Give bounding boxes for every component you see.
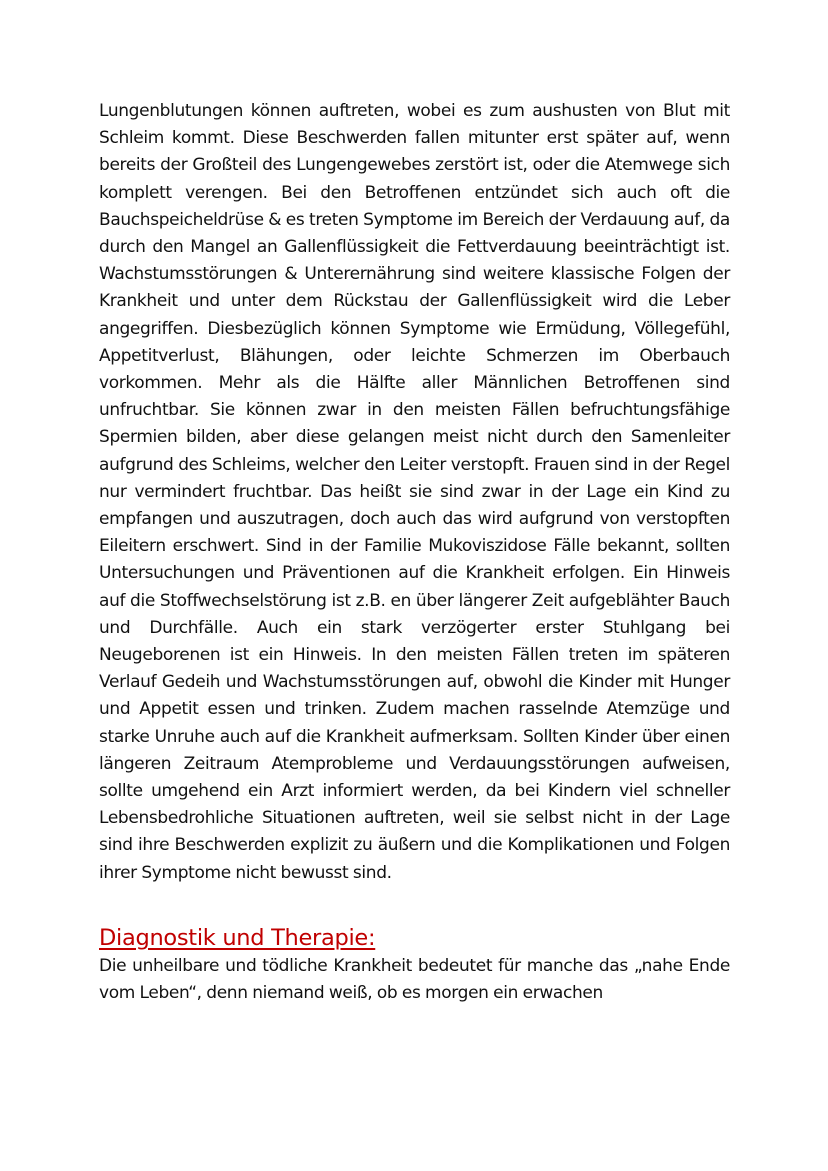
body-paragraph: Lungenblutungen können auftreten, wobei es zum aushusten von Blut mit Schleim kommt. Diese Beschwerden fallen mitunter erst später auf, wenn bereits der Großteil des Lungengewebes zerstört ist, oder die Atemwege sich komplett verengen. Bei den Betroffenen entzündet sich auch oft die Bauchspeicheldrüse & es treten Symptome im Bereich der Verdauung auf, da durch den Mangel an Gallenflüssigkeit die Fettverdauung beeinträchtigt ist. Wachstumsstörungen & Unterernährung sind weitere klassische Folgen der Krankheit und unter dem Rückstau der Gallenflüssigkeit wird die Leber angegriffen. Diesbezüglich können Symptome wie Ermüdung, Völlegefühl, Appetitverlust, Blähungen, oder leichte Schmerzen im Oberbauch vorkommen. Mehr als die Hälfte aller Männlichen Betroffenen sind unfruchtbar. Sie können zwar in den meisten Fällen befruchtungsfähige Spermien bilden, aber diese gelangen meist nicht durch den Samenleiter aufgrund des Schleims, welcher den Leiter verstopft. Frauen sind in der Regel nur vermindert fruchtbar. Das heißt sie sind zwar in der Lage ein Kind zu empfangen und auszutragen, doch auch das wird aufgrund von verstopften Eileitern erschwert. Sind in der Familie Mukoviszidose Fälle bekannt, sollten Untersuchungen und Präventionen auf die Krankheit erfolgen. Ein Hinweis auf die Stoffwechselstörung ist z.B. en über längerer Zeit aufgeblähter Bauch und Durchfälle. Auch ein stark verzögerter erster Stuhlgang bei Neugeborenen ist ein Hinweis. In den meisten Fällen treten im späteren Verlauf Gedeih und Wachstumsstörungen auf, obwohl die Kinder mit Hunger und Appetit essen und trinken. Zudem machen rasselnde Atemzüge und starke Unruhe auch auf die Krankheit aufmerksam. Sollten Kinder über einen längeren Zeitraum Atemprobleme und Verdauungsstörungen aufweisen, sollte umgehend ein Arzt informiert werden, da bei Kindern viel schneller Lebensbedrohliche Situationen auftreten, weil sie selbst nicht in der Lage sind ihre Beschwerden explizit zu äußern und die Komplikationen und Folgen ihrer Symptome nicht bewusst sind. xyxy=(99,101,730,883)
body-paragraph: Die unheilbare und tödliche Krankheit bedeutet für manche das „nahe Ende vom Leben“, denn niemand weiß, ob es morgen ein erwachen xyxy=(99,955,730,1004)
document-page xyxy=(99,98,730,1007)
section-heading: Diagnostik und Therapie: xyxy=(99,924,376,951)
